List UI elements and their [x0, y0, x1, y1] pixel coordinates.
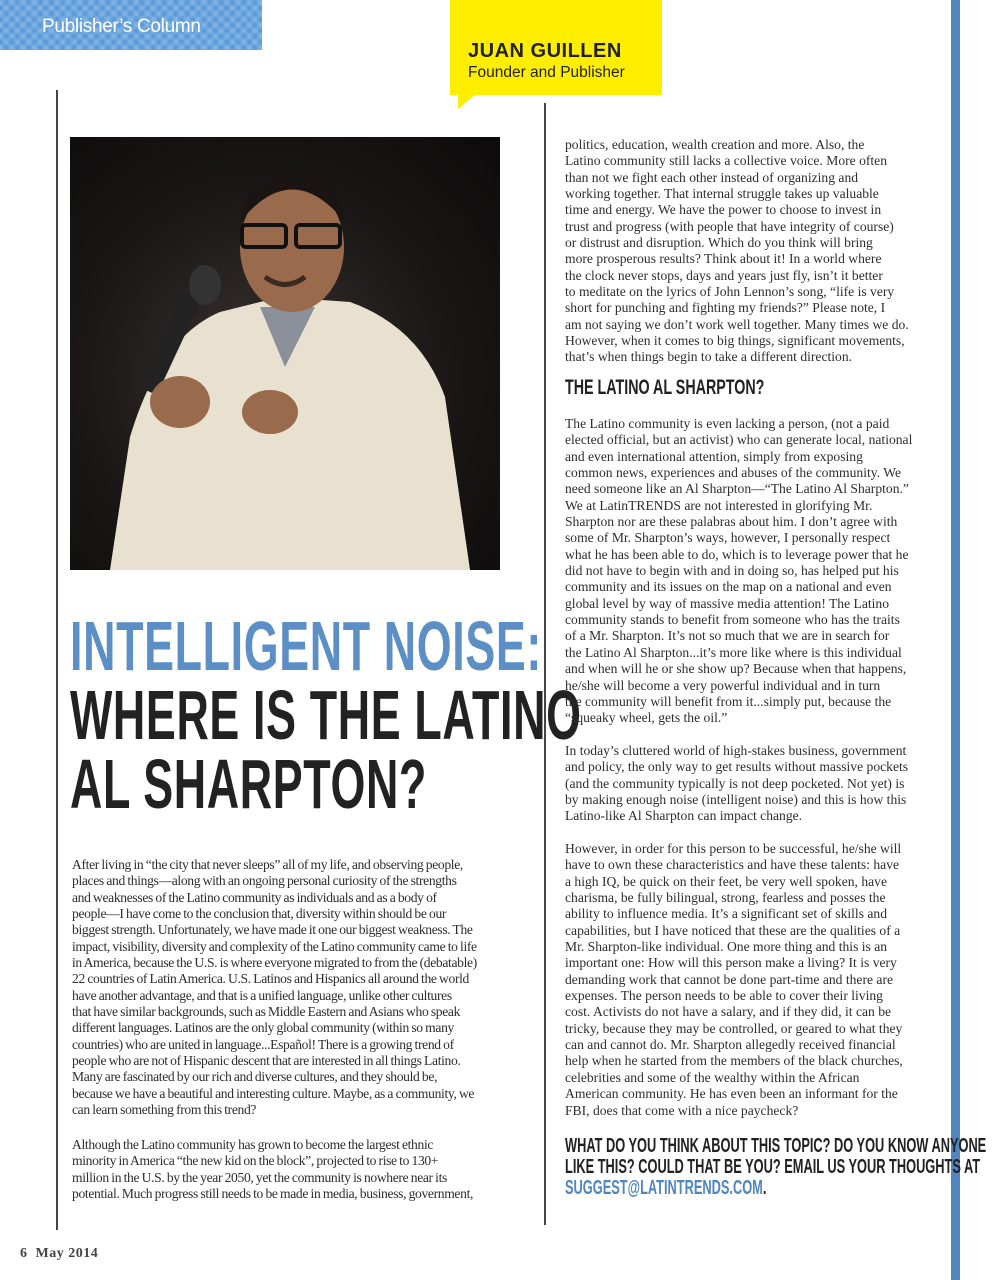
text-line: However, in order for this person to be successful, he/she will [565, 841, 902, 856]
left-paragraph-2 [72, 1137, 473, 1202]
subheading: THE LATINO AL SHARPTON? [565, 376, 765, 399]
text-line: Mr. Sharpton-like individual. One more thing and this is an [565, 939, 888, 955]
text-line: the Latino Al Sharpton...it’s more like where is this individual [565, 644, 902, 660]
text-line: to meditate on the lyrics of John Lennon’s song, “life is very [565, 284, 895, 300]
text-line: celebrities and some of the wealthy within the African [565, 1069, 860, 1085]
left-paragraph-1 [72, 857, 477, 1119]
text-line: elected official, but an activist) who can generate local, national [565, 432, 913, 448]
text-line: In today’s cluttered world of high-stakes business, government [565, 743, 907, 758]
text-line: (and the community typically is not deep pocketed. Not yet) is [565, 775, 905, 791]
page-number: 6 [20, 1246, 28, 1261]
text-line: people—I have come to the conclusion that, diversity within should be our [72, 906, 447, 922]
text-line: ability to influence media. It’s a significant set of skills and [565, 906, 888, 922]
text-line: that’s when things begin to take a different direction. [565, 349, 853, 365]
text-line: After living in “the city that never sleeps” all of my life, and observing people, [72, 857, 463, 872]
text-line: charisma, be fully bilingual, strong, fearless and posses the [565, 890, 886, 906]
text-line: he/she will become a very powerful individual and in turn [565, 677, 881, 693]
text-line: time and energy. We have the power to choose to invest in [565, 202, 882, 218]
page-edge-bar [951, 0, 960, 1280]
text-line: trust and progress (with people that have integrity of course) [565, 218, 894, 234]
text-line: the clock never stops, days and years just fly, isn’t it better [565, 267, 883, 283]
headline-line-1: INTELLIGENT NOISE: [70, 607, 542, 685]
text-line: than not we fight each other instead of organizing and [565, 169, 859, 185]
headline-line-2: WHERE IS THE LATINO [70, 676, 582, 754]
headline-line-3: AL SHARPTON? [70, 745, 427, 823]
text-line: did not have to begin with and in doing so, has helped put his [565, 563, 899, 579]
text-line: Many are fascinated by our rich and diverse cultures, and they should be, [72, 1069, 438, 1085]
text-line: because we have a beautiful and interesting culture. Maybe, as a community, we [72, 1085, 475, 1101]
text-line: potential. Much progress still needs to be made in media, business, government, [72, 1186, 474, 1202]
text-line: tricky, because they may be controlled, or geared to what they [565, 1020, 903, 1036]
text-line: countries) who are united in language...Español! There is a growing trend of [72, 1036, 454, 1052]
right-paragraph-2 [565, 416, 912, 727]
text-line: by making enough noise (intelligent noise) and this is how this [565, 792, 907, 808]
text-line: the community will benefit from it...simply put, because the [565, 693, 892, 709]
cta-line-2: LIKE THIS? COULD THAT BE YOU? EMAIL US YOUR THOUGHTS AT [565, 1156, 981, 1178]
text-line: Latino community still lacks a collective voice. More often [565, 153, 888, 169]
right-paragraph-4 [565, 841, 903, 1119]
text-line: short for punching and fighting my friends?” Please note, I [565, 300, 886, 316]
text-line: that have similar backgrounds, such as Middle Eastern and Asians who speak [72, 1004, 461, 1020]
section-banner [0, 0, 262, 50]
author-photo [70, 137, 500, 570]
text-line: and even international attention, simply from exposing [565, 448, 863, 464]
text-line: biggest strength. Unfortunately, we have made it one our biggest weakness. The [72, 922, 473, 938]
right-paragraph-3 [565, 743, 908, 825]
text-line: in America, because the U.S. is where everyone migrated to from the (debatable) [72, 955, 477, 971]
speaker-photo-illustration [70, 137, 500, 570]
text-line: different languages. Latinos are the only global community (within so many [72, 1020, 454, 1036]
text-line: have to own these characteristics and have these talents: have [565, 857, 900, 873]
text-line: demanding work that cannot be done part-time and there are [565, 971, 894, 987]
text-line: help when he started from the members of the black churches, [565, 1053, 903, 1069]
text-line: The Latino community is even lacking a person, (not a paid [565, 416, 890, 431]
text-line: impact, visibility, diversity and complexity of the Latino community came to life [72, 938, 477, 954]
text-line: of a Mr. Sharpton. It’s not so much that we are in search for [565, 628, 890, 644]
text-line: minority in America “the new kid on the block”, projected to rise to 130+ [72, 1153, 439, 1169]
text-line: expenses. The person needs to be able to cover their living [565, 988, 883, 1004]
text-line: common news, experiences and abuses of the community. We [565, 465, 902, 481]
right-paragraph-1 [565, 137, 909, 366]
text-line: Although the Latino community has grown to become the largest ethnic [72, 1137, 434, 1152]
text-line: what he has been able to do, which is to leverage power that he [565, 546, 909, 562]
column-rule [544, 103, 546, 1225]
text-line: FBI, does that come with a nice paycheck? [565, 1102, 799, 1118]
text-line: community and its issues on the map on a national and even [565, 579, 892, 595]
text-line: important one: How will this person make a living? It is very [565, 955, 897, 971]
text-line: and policy, the only way to get results without massive pockets [565, 759, 909, 775]
text-line: places and things—along with an ongoing personal curiosity of the strengths [72, 873, 457, 889]
text-line: and weaknesses of the Latino community as individuals and as a body of [72, 889, 437, 905]
text-line: can and cannot do. Mr. Sharpton allegedly received financial [565, 1037, 896, 1053]
text-line: cost. Activists do not have a salary, and if they did, it can be [565, 1004, 892, 1020]
text-line: We at LatinTRENDS are not interested in glorifying Mr. [565, 497, 873, 513]
text-line: some of Mr. Sharpton’s ways, however, I personally respect [565, 530, 891, 546]
section-label: Publisher’s Column [42, 16, 201, 37]
text-line: Sharpton nor are these palabras about him. I don’t agree with [565, 514, 898, 530]
text-line: more prosperous results? Think about it! In a world where [565, 251, 882, 267]
text-line: people who are not of Hispanic descent that are interested in all things Latino. [72, 1053, 461, 1069]
text-line: million in the U.S. by the year 2050, yet the community is nowhere near its [72, 1169, 447, 1185]
text-line: a high IQ, be quick on their feet, be very well spoken, have [565, 873, 887, 889]
text-line: or distrust and disruption. Which do you think will bring [565, 235, 873, 251]
email-link[interactable]: SUGGEST@LATINTRENDS.COM [565, 1177, 763, 1199]
cta-line-3 [565, 1178, 766, 1199]
issue-date: May 2014 [35, 1246, 99, 1261]
text-line: global level by way of massive media attention! The Latino [565, 595, 890, 611]
text-line: politics, education, wealth creation and more. Also, the [565, 137, 865, 152]
text-line: can learn something from this trend? [72, 1102, 257, 1118]
text-line: community stands to benefit from someone who has the traits [565, 612, 900, 628]
byline-callout [450, 0, 662, 95]
text-line: am not saying we don’t work well together. Many times we do. [565, 316, 909, 332]
text-line: 22 countries of Latin America. U.S. Latinos and Hispanics all around the world [72, 971, 470, 987]
cta-line-1: WHAT DO YOU THINK ABOUT THIS TOPIC? DO YOU KNOW ANYONE [565, 1135, 987, 1157]
text-line: capabilities, but I have noticed that these are the qualities of a [565, 922, 901, 938]
text-line: American community. He has even been an informant for the [565, 1086, 898, 1102]
author-name: JUAN GUILLEN [468, 40, 622, 62]
page-footer [20, 1246, 98, 1262]
cta-period: . [762, 1177, 767, 1199]
text-line: working together. That internal struggle takes up valuable [565, 186, 879, 202]
text-line: Latino-like Al Sharpton can impact change. [565, 808, 803, 824]
text-line: However, when it comes to big things, significant movements, [565, 333, 905, 349]
text-line: “squeaky wheel, gets the oil.” [565, 710, 728, 726]
author-role: Founder and Publisher [468, 64, 625, 81]
left-rule [56, 90, 58, 1230]
text-line: and when will he or she show up? Because when that happens, [565, 661, 907, 677]
text-line: have another advantage, and that is a unified language, unlike other cultures [72, 987, 452, 1003]
text-line: need someone like an Al Sharpton—“The Latino Al Sharpton.” [565, 481, 909, 497]
